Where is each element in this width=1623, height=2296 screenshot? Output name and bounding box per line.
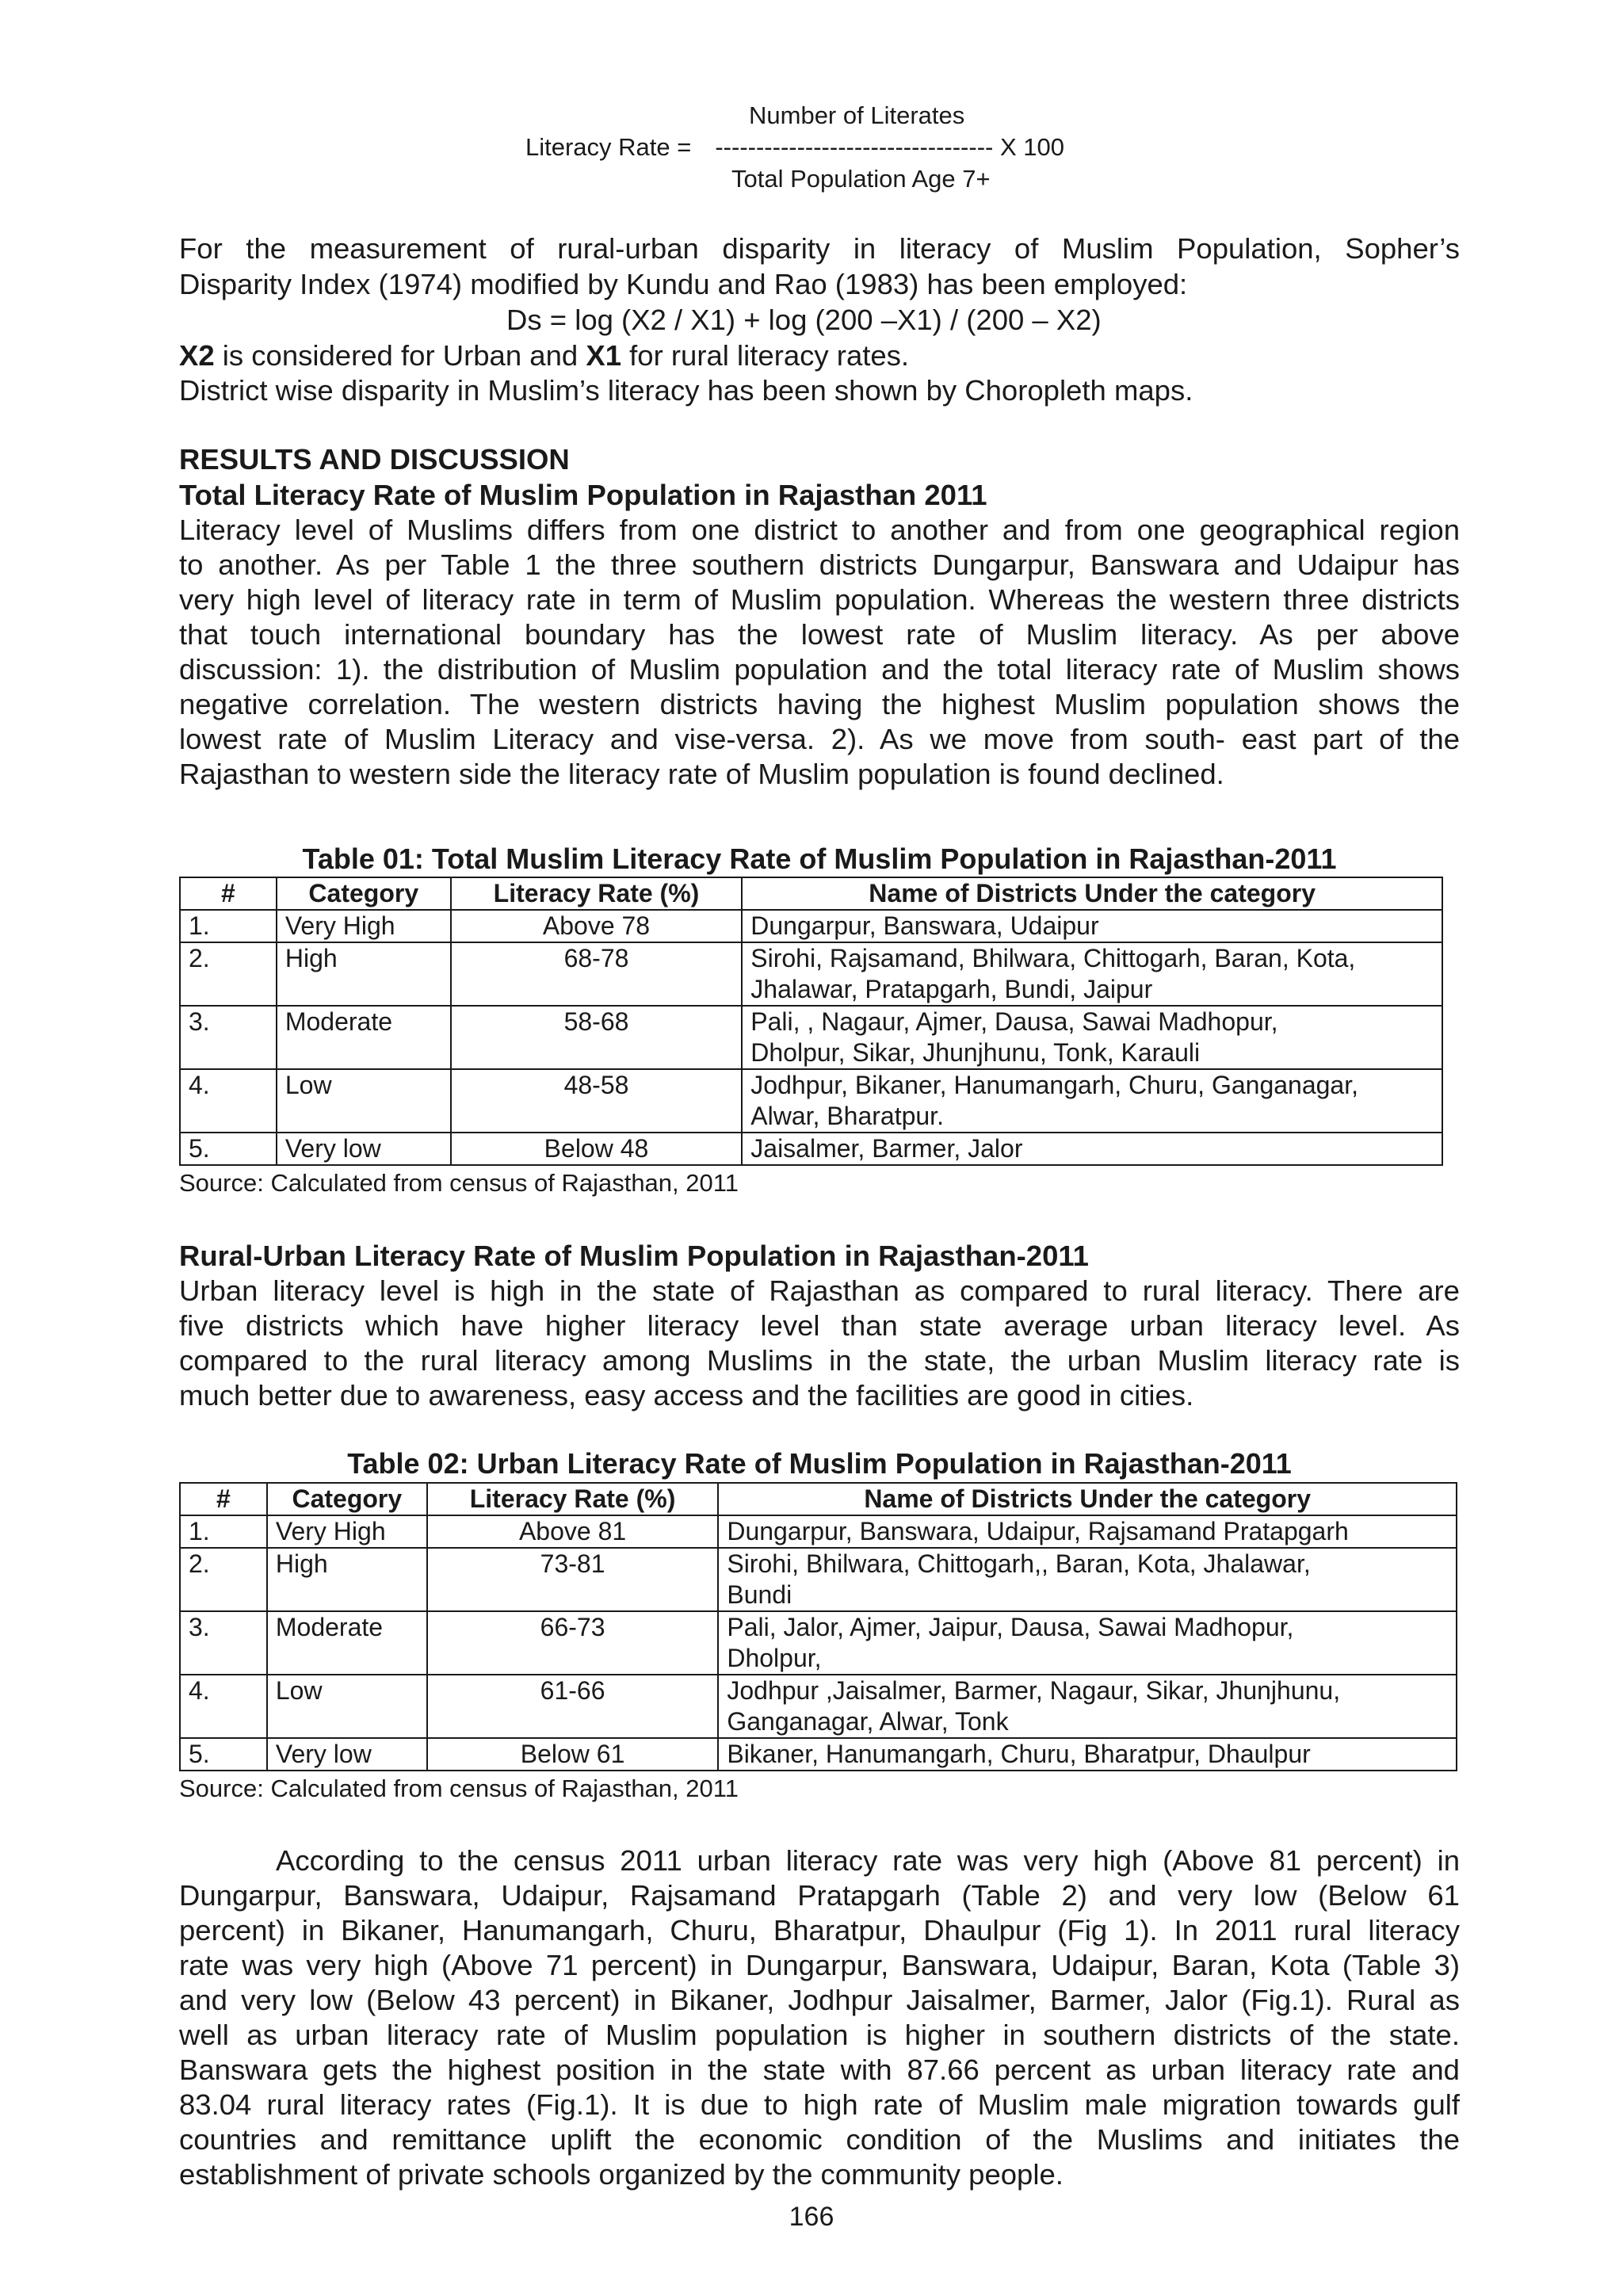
row-number: 4.: [180, 1675, 267, 1738]
row-category: Very low: [267, 1738, 427, 1771]
para3-line-5: and very low (Below 43 percent) in Bikaner, Jodhpur Jaisalmer, Barmer, Jalor (Fig.1). Rural as: [179, 1984, 1460, 2016]
section-heading: RESULTS AND DISCUSSION: [179, 443, 570, 476]
row-category: Very High: [267, 1515, 427, 1548]
districts-line: Alwar, Bharatpur.: [750, 1102, 944, 1130]
row-districts: [718, 1738, 1457, 1771]
districts-line: Pali, , Nagaur, Ajmer, Dausa, Sawai Madhopur,: [750, 1007, 1278, 1036]
table2-caption: Table 02: Urban Literacy Rate of Muslim Population in Rajasthan-2011: [347, 1447, 1292, 1480]
table2: [179, 1482, 1457, 1771]
row-rate: 61-66: [427, 1675, 719, 1738]
districts-line: Jodhpur, Bikaner, Hanumangarh, Churu, Ganganagar,: [750, 1071, 1358, 1099]
row-districts: [718, 1611, 1457, 1675]
choropleth-note: District wise disparity in Muslim’s literacy has been shown by Choropleth maps.: [179, 374, 1193, 407]
table-row: [180, 1069, 1442, 1133]
x1-label: X1: [586, 339, 621, 372]
districts-line: Sirohi, Bhilwara, Chittogarh,, Baran, Kota, Jhalawar,: [727, 1549, 1311, 1578]
row-districts: [742, 1006, 1442, 1069]
table-row: [180, 1738, 1457, 1771]
row-number: 3.: [180, 1006, 277, 1069]
table-row: [180, 942, 1442, 1006]
row-number: 4.: [180, 1069, 277, 1133]
method-line-1: For the measurement of rural-urban disparity in literacy of Muslim Population, Sopher’s: [179, 232, 1460, 265]
table-row: [180, 1611, 1457, 1675]
row-number: 2.: [180, 942, 277, 1006]
districts-line: Bundi: [727, 1580, 792, 1609]
row-category: Low: [267, 1675, 427, 1738]
row-rate: Above 81: [427, 1515, 719, 1548]
table1-source: Source: Calculated from census of Rajasthan, 2011: [179, 1169, 739, 1197]
para3-line-7: Banswara gets the highest position in the state with 87.66 percent as urban literacy rate and: [179, 2053, 1460, 2086]
districts-line: Bikaner, Hanumangarh, Churu, Bharatpur, Dhaulpur: [727, 1740, 1311, 1768]
para1-line-6: negative correlation. The western districts having the highest Muslim population shows the: [179, 688, 1460, 720]
table-row: [180, 1515, 1457, 1548]
table2-header-row: [180, 1483, 1457, 1515]
method-line-2: Disparity Index (1974) modified by Kundu and Rao (1983) has been employed:: [179, 268, 1188, 300]
row-rate: Below 48: [451, 1133, 743, 1165]
row-districts: [718, 1675, 1457, 1738]
table1-header-row: [180, 877, 1442, 910]
x1-text: for rural literacy rates.: [621, 339, 910, 372]
subheading-rural-urban: Rural-Urban Literacy Rate of Muslim Population in Rajasthan-2011: [179, 1240, 1089, 1272]
para3-line-8: 83.04 rural literacy rates (Fig.1). It is due to high rate of Muslim male migration towards gulf: [179, 2088, 1460, 2121]
table1-header: #: [180, 877, 277, 910]
para1-line-2: to another. As per Table 1 the three southern districts Dungarpur, Banswara and Udaipur has: [179, 548, 1460, 581]
para3-line-3: percent) in Bikaner, Hanumangarh, Churu, Bharatpur, Dhaulpur (Fig 1). In 2011 rural literacy: [179, 1914, 1460, 1946]
row-category: High: [267, 1548, 427, 1611]
districts-line: Dungarpur, Banswara, Udaipur, Rajsamand Pratapgarh: [727, 1517, 1349, 1545]
table1-header: Category: [277, 877, 451, 910]
row-districts: [742, 942, 1442, 1006]
table-row: [180, 1006, 1442, 1069]
para2-line-3: compared to the rural literacy among Muslims in the state, the urban Muslim literacy rate is: [179, 1344, 1460, 1377]
row-rate: Below 61: [427, 1738, 719, 1771]
row-category: Moderate: [277, 1006, 451, 1069]
para2-line-4: much better due to awareness, easy access and the facilities are good in cities.: [179, 1379, 1194, 1412]
row-rate: 58-68: [451, 1006, 743, 1069]
para3-line-6: well as urban literacy rate of Muslim population is higher in southern districts of the state.: [179, 2019, 1460, 2051]
table1: [179, 877, 1443, 1166]
formula-denominator: Total Population Age 7+: [731, 165, 991, 193]
table-row: [180, 1133, 1442, 1165]
districts-line: Pali, Jalor, Ajmer, Jaipur, Dausa, Sawai Madhopur,: [727, 1613, 1294, 1641]
para3-line-9: countries and remittance uplift the economic condition of the Muslims and initiates the: [179, 2123, 1460, 2156]
para3-line-2: Dungarpur, Banswara, Udaipur, Rajsamand Pratapgarh (Table 2) and very low (Below 61: [179, 1879, 1460, 1912]
row-number: 1.: [180, 910, 277, 942]
table1-caption: Table 01: Total Muslim Literacy Rate of Muslim Population in Rajasthan-2011: [302, 842, 1337, 875]
row-rate: 48-58: [451, 1069, 743, 1133]
table-row: [180, 910, 1442, 942]
page-number: 166: [789, 2202, 834, 2232]
x2-text: is considered for Urban and: [214, 339, 586, 372]
districts-line: Dholpur,: [727, 1644, 822, 1672]
table2-header: Category: [267, 1483, 427, 1515]
districts-line: Dungarpur, Banswara, Udaipur: [750, 911, 1099, 940]
para1-line-5: discussion: 1). the distribution of Muslim population and the total literacy rate of Muslim shows: [179, 653, 1460, 686]
row-districts: [742, 910, 1442, 942]
table1-header: Literacy Rate (%): [451, 877, 743, 910]
row-rate: 68-78: [451, 942, 743, 1006]
formula-lhs: Literacy Rate =: [525, 133, 692, 161]
subheading-total-literacy: Total Literacy Rate of Muslim Population in Rajasthan 2011: [179, 479, 987, 511]
para1-line-1: Literacy level of Muslims differs from one district to another and from one geographical region: [179, 514, 1460, 546]
para2-line-1: Urban literacy level is high in the state of Rajasthan as compared to rural literacy. There are: [179, 1274, 1460, 1307]
para2-line-2: five districts which have higher literacy level than state average urban literacy level. As: [179, 1309, 1460, 1342]
row-rate: 73-81: [427, 1548, 719, 1611]
row-number: 5.: [180, 1133, 277, 1165]
row-districts: [742, 1133, 1442, 1165]
para1-line-7: lowest rate of Muslim Literacy and vise-versa. 2). As we move from south- east part of the: [179, 723, 1460, 755]
row-category: Low: [277, 1069, 451, 1133]
row-category: High: [277, 942, 451, 1006]
table2-source: Source: Calculated from census of Rajasthan, 2011: [179, 1775, 739, 1802]
table-row: [180, 1675, 1457, 1738]
formula-numerator: Number of Literates: [749, 101, 965, 129]
table2-header: Literacy Rate (%): [427, 1483, 719, 1515]
table1-header: Name of Districts Under the category: [742, 877, 1442, 910]
para1-line-3: very high level of literacy rate in term of Muslim population. Whereas the western three districts: [179, 583, 1460, 616]
row-number: 3.: [180, 1611, 267, 1675]
districts-line: Jaisalmer, Barmer, Jalor: [750, 1134, 1023, 1163]
table2-header: #: [180, 1483, 267, 1515]
districts-line: Jodhpur ,Jaisalmer, Barmer, Nagaur, Sikar, Jhunjhunu,: [727, 1676, 1341, 1705]
formula-line: [525, 133, 1064, 162]
row-category: Very low: [277, 1133, 451, 1165]
para3-line-1: According to the census 2011 urban literacy rate was very high (Above 81 percent) in: [276, 1844, 1460, 1877]
districts-line: Sirohi, Rajsamand, Bhilwara, Chittogarh, Baran, Kota,: [750, 944, 1356, 972]
row-rate: 66-73: [427, 1611, 719, 1675]
row-number: 2.: [180, 1548, 267, 1611]
para3-line-10: establishment of private schools organized by the community people.: [179, 2158, 1064, 2191]
row-category: Very High: [277, 910, 451, 942]
para1-line-4: that touch international boundary has the lowest rate of Muslim literacy. As per above: [179, 618, 1460, 651]
districts-line: Ganganagar, Alwar, Tonk: [727, 1707, 1009, 1736]
row-rate: Above 78: [451, 910, 743, 942]
row-districts: [718, 1548, 1457, 1611]
x2-label: X2: [179, 339, 215, 372]
disparity-equation: Ds = log (X2 / X1) + log (200 –X1) / (200 – X2): [506, 304, 1102, 336]
row-districts: [742, 1069, 1442, 1133]
districts-line: Dholpur, Sikar, Jhunjhunu, Tonk, Karauli: [750, 1038, 1201, 1067]
formula-fraction-rule: ---------------------------------- X 100: [715, 133, 1064, 161]
row-districts: [718, 1515, 1457, 1548]
para1-line-8: Rajasthan to western side the literacy rate of Muslim population is found declined.: [179, 758, 1224, 790]
row-number: 1.: [180, 1515, 267, 1548]
table-row: [180, 1548, 1457, 1611]
row-category: Moderate: [267, 1611, 427, 1675]
variable-definition: [179, 338, 909, 373]
para3-line-4: rate was very high (Above 71 percent) in Dungarpur, Banswara, Udaipur, Baran, Kota (Table 3): [179, 1949, 1460, 1981]
table2-header: Name of Districts Under the category: [718, 1483, 1457, 1515]
row-number: 5.: [180, 1738, 267, 1771]
districts-line: Jhalawar, Pratapgarh, Bundi, Jaipur: [750, 975, 1153, 1003]
